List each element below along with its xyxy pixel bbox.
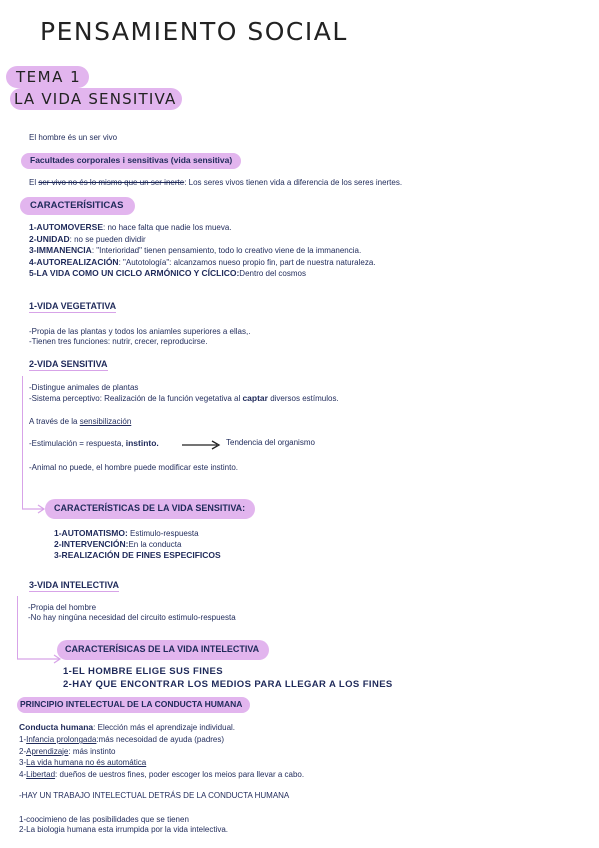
intro-text: El hombre és un ser vivo	[29, 133, 118, 142]
tema-label: TEMA 1	[6, 66, 89, 88]
arrow-right-icon	[181, 439, 223, 451]
ser-vivo-text: El ser vivo no és lo mismo que un ser inerte: Los seres vivos tienen vida a diferencia de los seres inertes.	[29, 178, 403, 187]
list-item: 2-INTERVENCIÓN:En la conducta	[54, 539, 182, 549]
vegetativa-line-2: -Tienen tres funciones: nutrir, crecer, reproducirse.	[29, 337, 208, 346]
list-item: 4-AUTOREALIZACIÓN: "Autotología": alcanzamos nueso propio fin, part de nuestra naturaleza.	[29, 256, 376, 267]
conducta-line: Conducta humana: Elección más el aprendizaje individual.	[19, 722, 236, 732]
list-item: 2-HAY QUE ENCONTRAR LOS MEDIOS PARA LLEGAR A LOS FINES	[63, 678, 393, 690]
list-item: 2-Aprendizaje: más instinto	[19, 746, 116, 756]
caracteristicas-heading: CARACTERÍSITICAS	[20, 197, 135, 215]
sensitiva-caract-heading: CARACTERÍSTICAS DE LA VIDA SENSITIVA:	[45, 499, 255, 519]
sensitiva-heading: 2-VIDA SENSITIVA	[29, 359, 108, 369]
bracket-line	[22, 376, 23, 509]
bracket-line	[17, 596, 18, 659]
trabajo-line: -HAY UN TRABAJO INTELECTUAL DETRÁS DE LA CONDUCTA HUMANA	[19, 791, 290, 800]
sensitiva-line-2: -Sistema perceptivo: Realización de la función vegetativa al captar diversos estímulos.	[29, 393, 339, 403]
list-item: 4-Libertad: dueños de uestros fines, poder escoger los meios para llevar a cabo.	[19, 769, 305, 779]
list-item: 2-UNIDAD: no se pueden dividir	[29, 233, 146, 244]
bracket-arrow-icon	[16, 653, 64, 665]
vegetativa-heading: 1-VIDA VEGETATIVA	[29, 301, 117, 311]
intelectiva-heading: 3-VIDA INTELECTIVA	[29, 580, 120, 590]
vegetativa-line-1: -Propia de las plantas y todos los aniamles superiores a ellas,.	[29, 327, 251, 336]
sensitiva-line-1: -Distingue animales de plantas	[29, 383, 139, 392]
list-item: 1-EL HOMBRE ELIGE SUS FINES	[63, 666, 224, 677]
sensibilizacion-line: A través de la sensibilización	[29, 417, 132, 426]
list-item: 3-La vida humana no és automática	[19, 758, 147, 767]
list-item: 1-AUTOMOVERSE: no hace falta que nadie los mueva.	[29, 222, 232, 232]
conducta-list	[19, 734, 304, 780]
caracteristicas-list	[29, 222, 376, 280]
facultades-heading: Facultades corporales i sensitivas (vida sensitiva)	[21, 153, 241, 169]
list-item: 5-LA VIDA COMO UN CICLO ARMÓNICO Y CÍCLICO:Dentro del cosmos	[29, 268, 306, 278]
tendencia-text: Tendencia del organismo	[226, 438, 315, 447]
list-item: 1-Infancia prolongada:más necesoidad de ayuda (padres)	[19, 735, 225, 744]
principio-heading: PRINCIPIO INTELECTUAL DE LA CONDUCTA HUMANA	[17, 697, 250, 713]
sensitiva-caract-list	[54, 528, 221, 561]
final-line-1: 1-coocimieno de las posibilidades que se tienen	[19, 815, 189, 824]
list-item: 3-IMMANENCIA: "Interioridad" tienen pensamiento, todo lo creativo viene de la immanencia.	[29, 245, 362, 255]
intelectiva-caract-list	[63, 666, 393, 691]
intelectiva-caract-heading: CARACTERÍSICAS DE LA VIDA INTELECTIVA	[57, 640, 269, 660]
page-title: PENSAMIENTO SOCIAL	[40, 17, 348, 46]
intelectiva-line-1: -Propia del hombre	[28, 603, 97, 612]
list-item: 3-REALIZACIÓN DE FINES ESPECIFICOS	[54, 550, 221, 560]
tema-subtitle: LA VIDA SENSITIVA	[10, 88, 182, 110]
list-item: 1-AUTOMATISMO: Estimulo-respuesta	[54, 528, 199, 538]
bracket-arrow-icon	[21, 503, 47, 515]
animal-line: -Animal no puede, el hombre puede modificar este instinto.	[29, 463, 239, 472]
intelectiva-line-2: -No hay ningúna necesidad del circuito estimulo-respuesta	[28, 613, 236, 622]
estimulo-line: -Estimulación = respuesta, instinto.	[29, 438, 159, 448]
final-line-2: 2-La biologia humana esta irrumpida por la vida intelectiva.	[19, 825, 229, 834]
